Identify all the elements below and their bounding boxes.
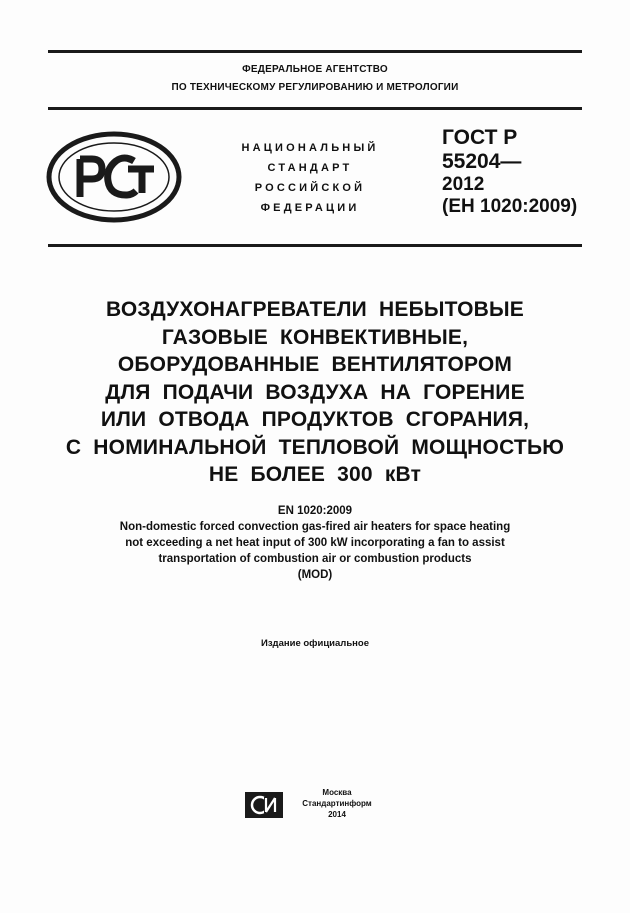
en-standard-code: EN 1020:2009	[277, 505, 353, 517]
en-standard-block	[60, 503, 570, 583]
en-title-line: Non-domestic forced convection gas-fired air heaters for space heating	[119, 521, 511, 533]
document-title	[30, 296, 600, 489]
edition-label: Издание официальное	[261, 638, 369, 649]
designation-line-4: (ЕН 1020:2009)	[442, 196, 578, 217]
en-mod-label: (MOD)	[297, 569, 333, 581]
title-line: ВОЗДУХОНАГРЕВАТЕЛИ НЕБЫТОВЫЕ	[106, 298, 524, 321]
title-line: ГАЗОВЫЕ КОНВЕКТИВНЫЕ,	[161, 325, 469, 349]
national-standard-label	[222, 138, 398, 218]
en-title-line: transportation of combustion air or combustion products	[158, 553, 472, 565]
title-line: С НОМИНАЛЬНОЙ ТЕПЛОВОЙ МОЩНОСТЬЮ	[65, 435, 565, 459]
publisher-year: 2014	[328, 810, 346, 819]
en-title-line: not exceeding a net heat input of 300 kW incorporating a fan to assist	[125, 537, 505, 549]
designation-line-1: ГОСТ Р	[442, 126, 518, 149]
designation-line-3: 2012	[442, 174, 485, 195]
top-rule	[48, 50, 582, 53]
national-line-1: НАЦИОНАЛЬНЫЙ	[241, 142, 379, 154]
publisher-info	[290, 787, 384, 820]
agency-line-2: ПО ТЕХНИЧЕСКОМУ РЕГУЛИРОВАНИЮ И МЕТРОЛОГИИ	[171, 82, 459, 93]
agency-line-1: ФЕДЕРАЛЬНОЕ АГЕНТСТВО	[242, 64, 388, 75]
publisher-city: Москва	[322, 788, 352, 797]
title-line: ИЛИ ОТВОДА ПРОДУКТОВ СГОРАНИЯ,	[100, 408, 530, 431]
title-line: НЕ БОЛЕЕ 300 кВт	[208, 463, 422, 486]
header-rule	[48, 107, 582, 110]
publisher-name: Стандартинформ	[302, 799, 372, 808]
title-line: ДЛЯ ПОДАЧИ ВОЗДУХА НА ГОРЕНИЕ	[105, 380, 525, 404]
title-line: ОБОРУДОВАННЫЕ ВЕНТИЛЯТОРОМ	[117, 353, 513, 376]
standartinform-logo-icon	[244, 791, 284, 819]
national-line-3: РОССИЙСКОЙ	[254, 182, 366, 194]
designation-rule	[48, 244, 582, 247]
standard-designation	[442, 126, 592, 218]
gost-r-logo-icon	[46, 131, 182, 223]
national-line-4: ФЕДЕРАЦИИ	[260, 202, 360, 214]
national-line-2: СТАНДАРТ	[267, 162, 353, 174]
designation-line-2: 55204—	[442, 150, 522, 173]
